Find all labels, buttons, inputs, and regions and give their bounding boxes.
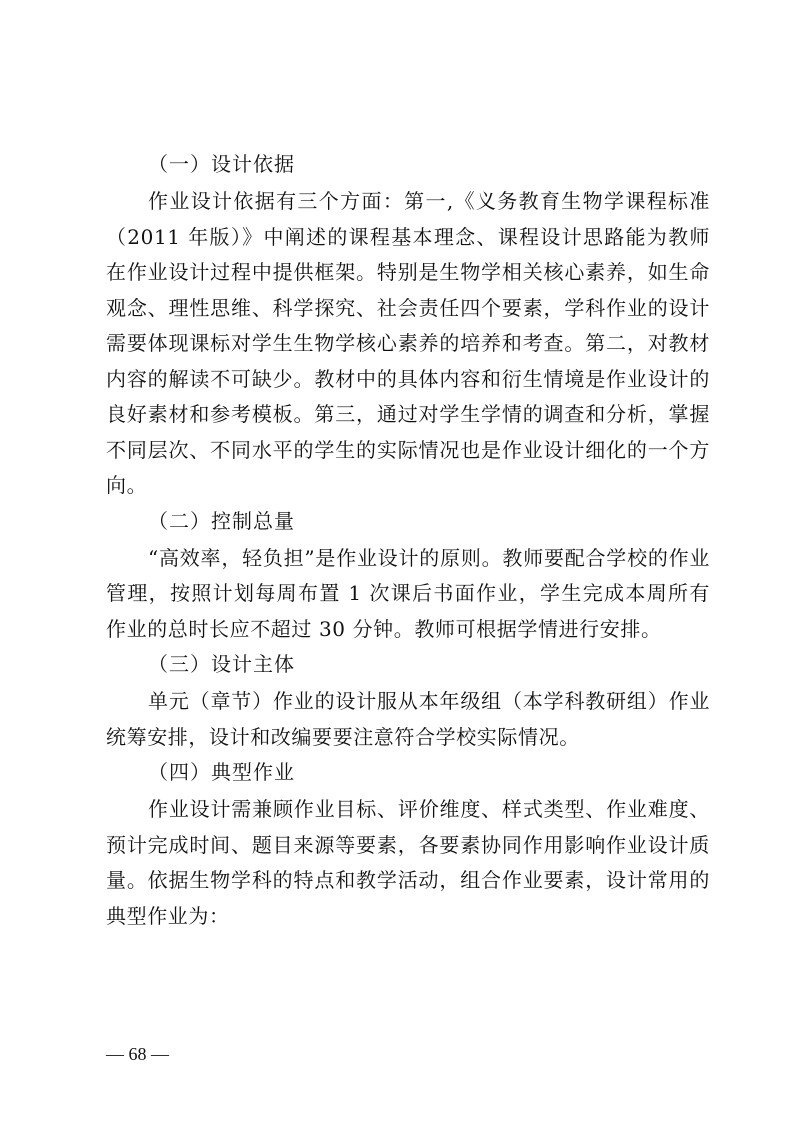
section-paragraph: 单元（章节）作业的设计服从本年级组（本学科教研组）作业统筹安排，设计和改编要要注意符合学校实际情况。 [106, 689, 710, 749]
section-paragraph: “高效率，轻负担”是作业设计的原则。教师要配合学校的作业管理，按照计划每周布置 1 次课后书面作业，学生完成本周所有作业的总时长应不超过 30 分钟。教师可根据学情进行安排。 [106, 545, 710, 641]
section-paragraph: 作业设计需兼顾作业目标、评价维度、样式类型、作业难度、预计完成时间、题目来源等要素，各要素协同作用影响作业设计质量。依据生物学科的特点和教学活动，组合作业要素，设计常用的典型作业为： [106, 797, 710, 928]
section-heading: （四）典型作业 [148, 760, 295, 784]
section-heading: （三）设计主体 [148, 652, 295, 676]
section-heading: （二）控制总量 [148, 508, 295, 533]
section-paragraph: 作业设计依据有三个方面：第一,《义务教育生物学课程标准（2011 年版）》中阐述的课程基本理念、课程设计思路能为教师在作业设计过程中提供框架。特别是生物学相关核心素养，如生命观念、理性思维、科学探究、社会责任四个要素，学科作业的设计需要体现课标对学生生物学核心素养的培养和考查。第二，对教材内容的解读不可缺少。教材中的具体内容和衍生情境是作业设计的良好素材和参考模板。第三，通过对学生学情的调查和分析，掌握不同层次、不同水平的学生的实际情况也是作业设计细化的一个方向。 [106, 189, 710, 497]
section-typical-homework [106, 755, 710, 934]
section-design-basis [106, 147, 710, 504]
page-number: — 68 — [106, 1044, 169, 1064]
section-control-total [106, 504, 710, 648]
section-design-subject [106, 647, 710, 755]
section-heading: （一）设计依据 [148, 152, 295, 176]
document-body [106, 147, 710, 934]
